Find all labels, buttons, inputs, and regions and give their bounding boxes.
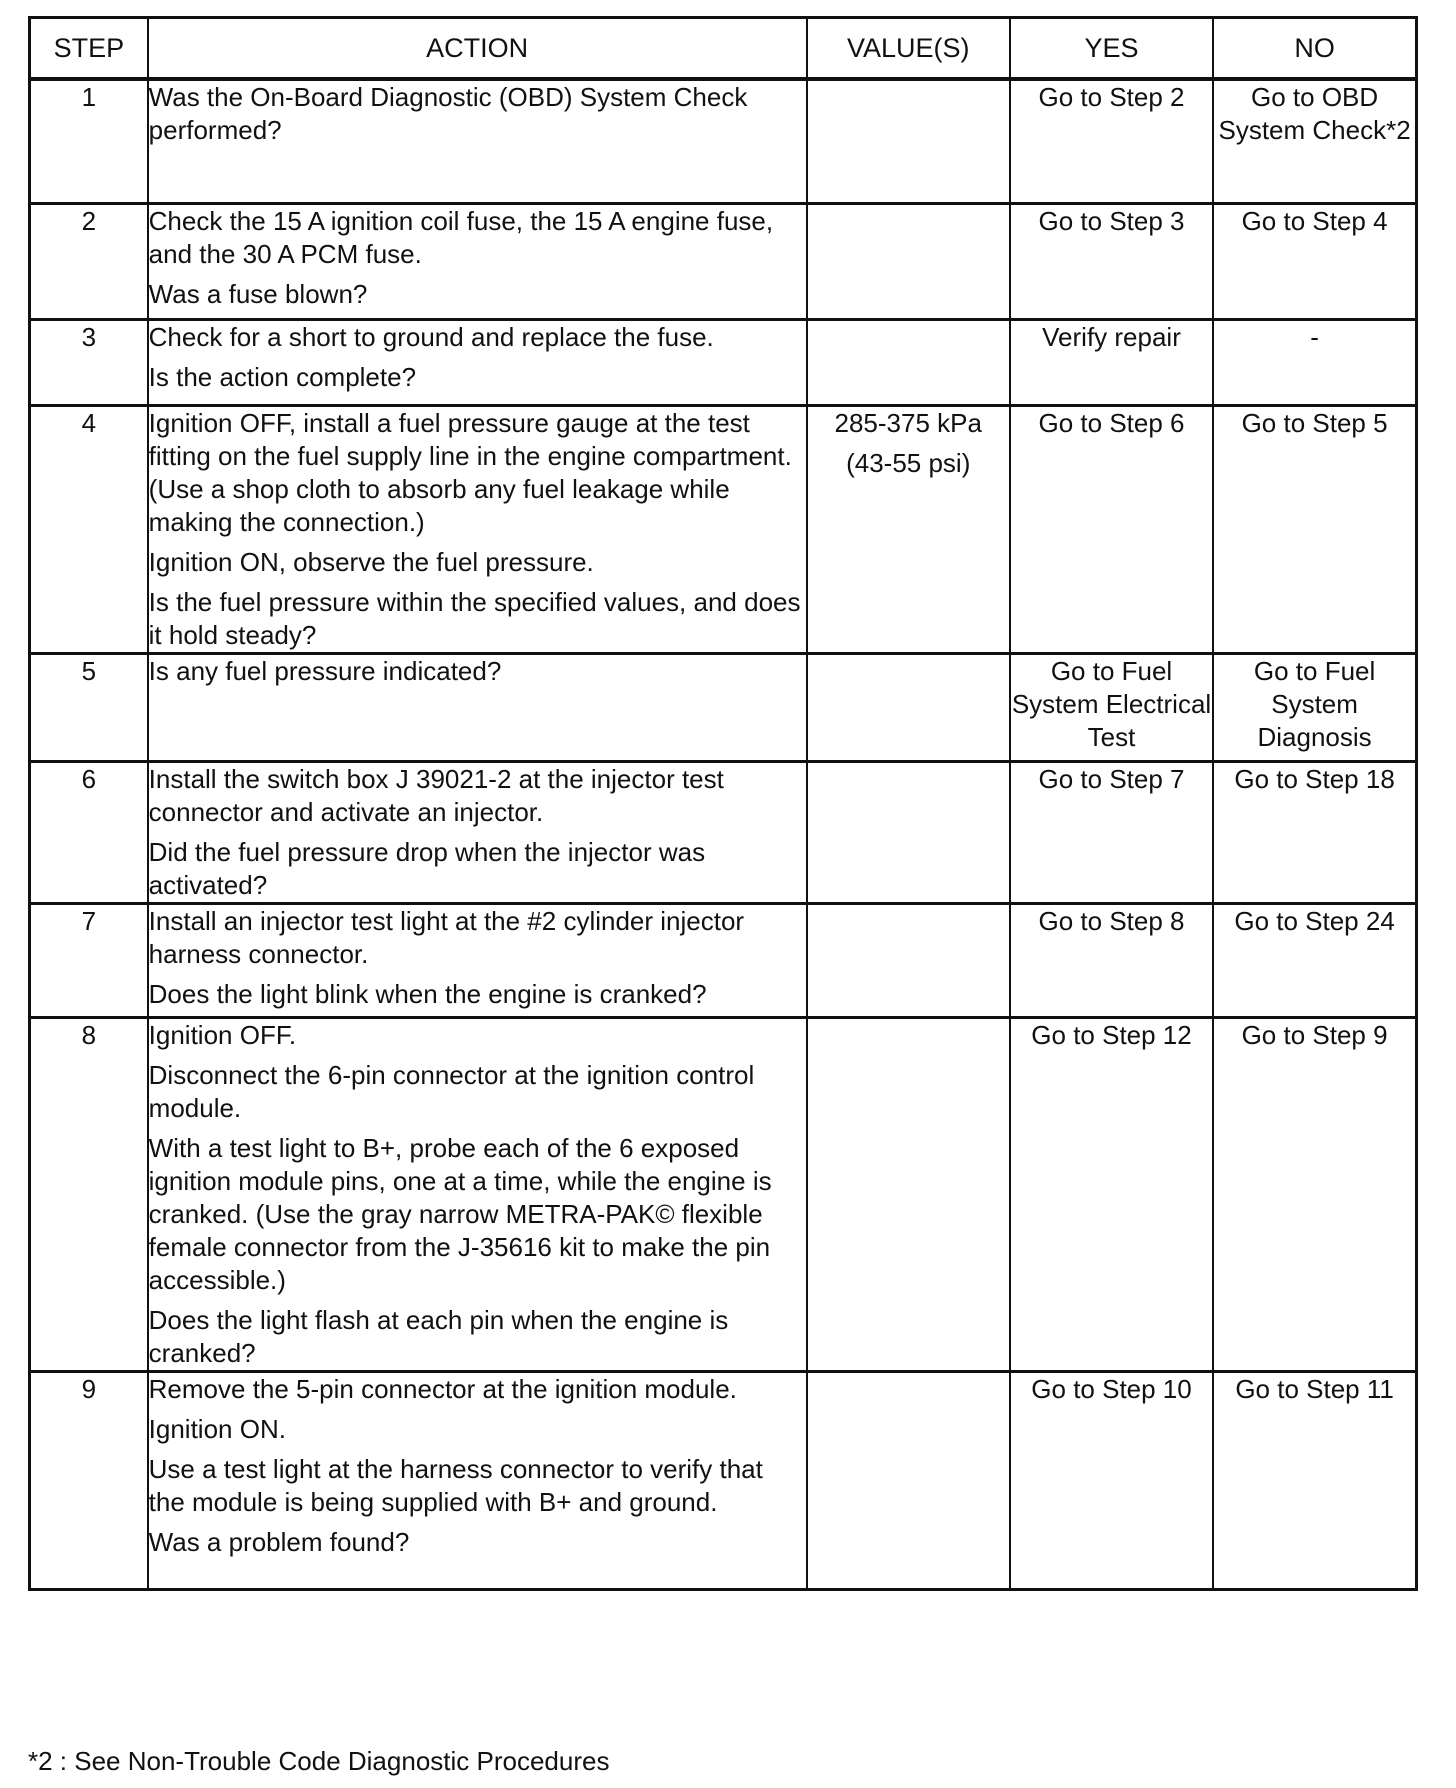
- action-text: Ignition OFF, install a fuel pressure gauge at the test fitting on the fuel supply line in the engine compartment. (Use a shop cloth to absorb any fuel leakage while making the connection.): [148, 407, 792, 537]
- no-cell: Go to Step 4: [1213, 203, 1416, 319]
- step-number: 3: [30, 319, 148, 405]
- action-text: Ignition ON, observe the fuel pressure.: [148, 546, 594, 577]
- no-cell: Go to OBD System Check*2: [1213, 79, 1416, 203]
- step-number: 1: [30, 79, 148, 203]
- header-yes: YES: [1010, 18, 1213, 80]
- action-text: Disconnect the 6-pin connector at the ignition control module.: [148, 1059, 755, 1123]
- yes-cell: Verify repair: [1010, 319, 1213, 405]
- step-number: 7: [30, 903, 148, 1017]
- action-text: With a test light to B+, probe each of the 6 exposed ignition module pins, one at a time, while the engine is cranked. (Use the gray narrow METRA-PAK© flexible female connector from the J-35616 kit to make the pin accessible.): [148, 1132, 772, 1295]
- no-cell: Go to Step 11: [1213, 1371, 1416, 1589]
- values-cell: [807, 761, 1010, 903]
- values-cell: [807, 319, 1010, 405]
- table-row: [30, 653, 1417, 761]
- action-text: Was a problem found?: [148, 1526, 410, 1557]
- action-text: Install an injector test light at the #2 cylinder injector harness connector.: [148, 905, 745, 969]
- no-cell: Go to Step 9: [1213, 1017, 1416, 1371]
- action-text: Is the fuel pressure within the specified values, and does it hold steady?: [148, 586, 801, 650]
- header-values: VALUE(S): [807, 18, 1010, 80]
- no-cell: Go to Step 24: [1213, 903, 1416, 1017]
- step-number: 4: [30, 405, 148, 653]
- no-cell: Go to Step 5: [1213, 405, 1416, 653]
- action-text: Remove the 5-pin connector at the ignition module.: [148, 1373, 737, 1404]
- step-number: 6: [30, 761, 148, 903]
- yes-cell: Go to Step 12: [1010, 1017, 1213, 1371]
- step-number: 2: [30, 203, 148, 319]
- table-row: [30, 761, 1417, 903]
- yes-cell: Go to Fuel System Electrical Test: [1010, 653, 1213, 761]
- table-row: [30, 1371, 1417, 1589]
- no-cell: Go to Fuel System Diagnosis: [1213, 653, 1416, 761]
- values-cell: [807, 1371, 1010, 1589]
- action-cell: [148, 1371, 807, 1589]
- action-text: Does the light blink when the engine is cranked?: [148, 978, 707, 1009]
- step-number: 9: [30, 1371, 148, 1589]
- yes-cell: Go to Step 6: [1010, 405, 1213, 653]
- action-cell: [148, 79, 807, 203]
- values-cell: [807, 903, 1010, 1017]
- action-text: Ignition OFF.: [148, 1019, 297, 1050]
- action-text: Use a test light at the harness connector to verify that the module is being supplied with B+ and ground.: [148, 1453, 763, 1517]
- table-row: [30, 405, 1417, 653]
- values-cell: [807, 653, 1010, 761]
- footnote: *2 : See Non-Trouble Code Diagnostic Procedures: [28, 1746, 610, 1776]
- table-row: [30, 1017, 1417, 1371]
- values-cell: [807, 405, 1010, 653]
- action-text: Is any fuel pressure indicated?: [148, 655, 502, 686]
- action-text: Was the On-Board Diagnostic (OBD) System Check performed?: [148, 82, 748, 145]
- values-cell: [807, 1017, 1010, 1371]
- action-cell: [148, 405, 807, 653]
- yes-cell: Go to Step 2: [1010, 79, 1213, 203]
- header-row: [30, 18, 1417, 80]
- step-number: 5: [30, 653, 148, 761]
- yes-cell: Go to Step 8: [1010, 903, 1213, 1017]
- table-row: [30, 319, 1417, 405]
- diagnostic-table: [28, 16, 1418, 1591]
- yes-cell: Go to Step 3: [1010, 203, 1213, 319]
- action-text: Does the light flash at each pin when the engine is cranked?: [148, 1304, 729, 1368]
- no-cell: -: [1213, 319, 1416, 405]
- action-text: Check for a short to ground and replace the fuse.: [148, 321, 714, 352]
- header-step: STEP: [30, 18, 148, 80]
- step-number: 8: [30, 1017, 148, 1371]
- action-text: Is the action complete?: [148, 361, 417, 392]
- table-row: [30, 79, 1417, 203]
- value-text: (43-55 psi): [846, 447, 971, 478]
- values-cell: [807, 203, 1010, 319]
- action-text: Check the 15 A ignition coil fuse, the 15 A engine fuse, and the 30 A PCM fuse.: [148, 205, 774, 269]
- header-action: ACTION: [148, 18, 807, 80]
- action-text: Ignition ON.: [148, 1413, 286, 1444]
- yes-cell: Go to Step 7: [1010, 761, 1213, 903]
- no-cell: Go to Step 18: [1213, 761, 1416, 903]
- action-cell: [148, 319, 807, 405]
- action-cell: [148, 1017, 807, 1371]
- action-cell: [148, 903, 807, 1017]
- action-text: Install the switch box J 39021-2 at the injector test connector and activate an injector.: [148, 763, 724, 827]
- header-no: NO: [1213, 18, 1416, 80]
- action-text: Did the fuel pressure drop when the injector was activated?: [148, 836, 706, 900]
- values-cell: [807, 79, 1010, 203]
- value-text: 285-375 kPa: [834, 407, 982, 438]
- table-row: [30, 903, 1417, 1017]
- yes-cell: Go to Step 10: [1010, 1371, 1213, 1589]
- action-cell: [148, 653, 807, 761]
- action-cell: [148, 761, 807, 903]
- action-cell: [148, 203, 807, 319]
- action-text: Was a fuse blown?: [148, 278, 368, 309]
- table-row: [30, 203, 1417, 319]
